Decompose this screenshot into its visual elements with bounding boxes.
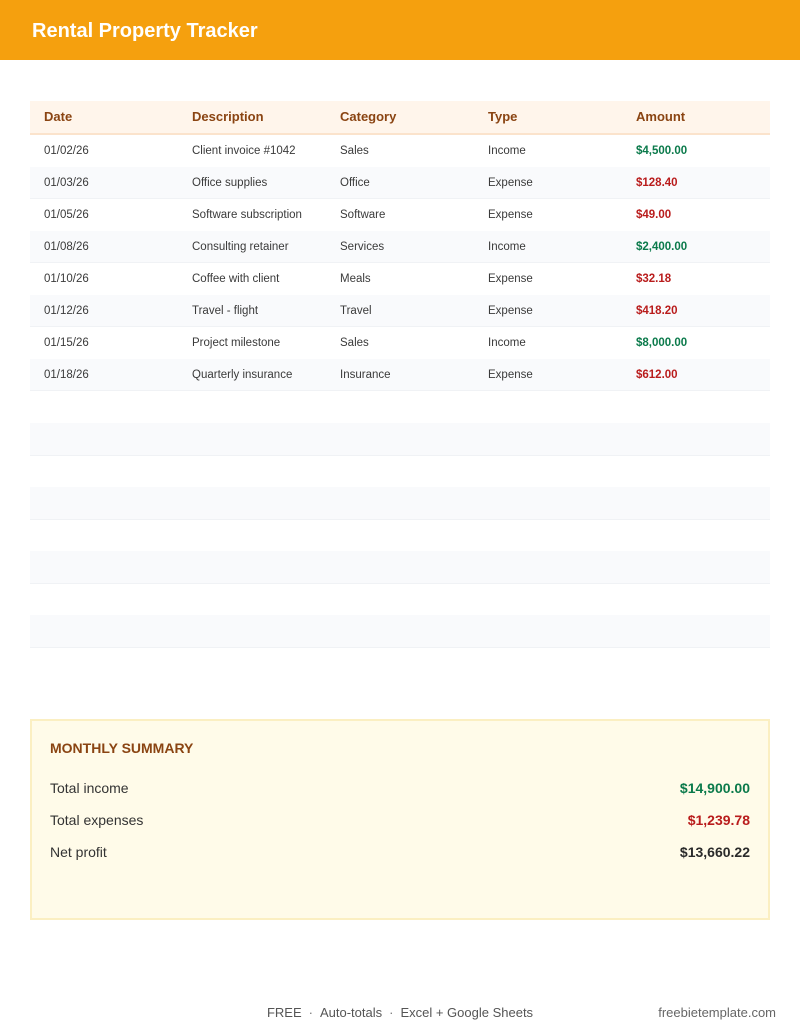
cell-date[interactable]: 01/08/26 <box>44 240 89 253</box>
cell-type[interactable]: Expense <box>488 176 533 189</box>
total-expenses-label: Total expenses <box>50 812 144 828</box>
table-row[interactable] <box>30 231 770 263</box>
footer <box>0 1004 800 1022</box>
net-profit-value: $13,660.22 <box>679 844 750 860</box>
cell-description[interactable]: Software subscription <box>192 209 302 221</box>
cell-date[interactable]: 01/18/26 <box>44 368 89 381</box>
cell-category[interactable]: Software <box>340 209 386 221</box>
column-header-type[interactable]: Type <box>488 109 518 124</box>
total-income-value: $14,900.00 <box>679 780 750 796</box>
cell-category[interactable]: Insurance <box>340 368 391 381</box>
empty-table-row[interactable] <box>30 551 770 584</box>
total-expenses-value: $1,239.78 <box>687 812 750 828</box>
monthly-summary-card <box>30 719 770 920</box>
cell-type[interactable]: Expense <box>488 273 533 285</box>
table-row[interactable] <box>30 295 770 327</box>
total-income-label: Total income <box>50 780 129 796</box>
cell-amount[interactable]: $8,000.00 <box>636 337 688 349</box>
cell-amount[interactable]: $2,400.00 <box>636 240 688 253</box>
cell-amount[interactable]: $4,500.00 <box>636 145 688 157</box>
cell-date[interactable]: 01/12/26 <box>44 304 89 317</box>
cell-description[interactable]: Project milestone <box>192 337 281 349</box>
cell-description[interactable]: Travel - flight <box>192 304 259 317</box>
empty-table-row[interactable] <box>30 615 770 648</box>
table-body <box>30 135 770 391</box>
cell-category[interactable]: Meals <box>340 273 371 285</box>
cell-amount[interactable]: $49.00 <box>636 209 672 221</box>
column-header-category[interactable]: Category <box>340 109 397 124</box>
table-row[interactable] <box>30 135 770 167</box>
cell-type[interactable]: Income <box>488 337 526 349</box>
cell-category[interactable]: Services <box>340 240 385 253</box>
footer-tag-platforms: Excel + Google Sheets <box>400 1005 534 1020</box>
separator-dot: · <box>308 1005 313 1020</box>
cell-amount[interactable]: $612.00 <box>636 368 678 381</box>
cell-amount[interactable]: $32.18 <box>636 273 672 285</box>
summary-row-net <box>50 842 750 862</box>
cell-category[interactable]: Office <box>340 176 370 189</box>
separator-dot: · <box>389 1005 394 1020</box>
cell-amount[interactable]: $128.40 <box>636 176 678 189</box>
table-row[interactable] <box>30 167 770 199</box>
cell-type[interactable]: Income <box>488 145 526 157</box>
footer-tag-free: FREE <box>266 1005 302 1020</box>
header-bar <box>0 0 800 60</box>
empty-table-row[interactable] <box>30 423 770 456</box>
cell-description[interactable]: Office supplies <box>192 176 268 189</box>
table-row[interactable] <box>30 327 770 359</box>
cell-category[interactable]: Sales <box>340 337 369 349</box>
cell-amount[interactable]: $418.20 <box>636 304 678 317</box>
summary-title: MONTHLY SUMMARY <box>50 740 194 756</box>
empty-table-row[interactable] <box>30 487 770 520</box>
net-profit-label: Net profit <box>50 844 107 860</box>
cell-type[interactable]: Income <box>488 240 526 253</box>
site-link[interactable]: freebietemplate.com <box>658 1005 776 1020</box>
cell-date[interactable]: 01/10/26 <box>44 273 89 285</box>
table-row[interactable] <box>30 263 770 295</box>
table-row[interactable] <box>30 199 770 231</box>
cell-date[interactable]: 01/05/26 <box>44 209 89 221</box>
summary-row-income <box>50 778 750 798</box>
cell-type[interactable]: Expense <box>488 209 533 221</box>
page-title: Rental Property Tracker <box>32 20 258 42</box>
cell-description[interactable]: Coffee with client <box>192 273 280 285</box>
footer-tag-auto-totals: Auto-totals <box>319 1005 383 1020</box>
table-row[interactable] <box>30 359 770 391</box>
cell-description[interactable]: Quarterly insurance <box>192 368 293 381</box>
cell-date[interactable]: 01/02/26 <box>44 145 89 157</box>
cell-description[interactable]: Client invoice #1042 <box>192 145 296 157</box>
column-header-date[interactable]: Date <box>44 109 73 124</box>
table-header <box>30 101 770 135</box>
cell-type[interactable]: Expense <box>488 304 533 317</box>
column-header-amount[interactable]: Amount <box>636 109 686 124</box>
summary-row-expenses <box>50 810 750 830</box>
column-header-description[interactable]: Description <box>192 109 264 124</box>
cell-category[interactable]: Travel <box>340 304 372 317</box>
transactions-table <box>30 101 770 391</box>
cell-type[interactable]: Expense <box>488 368 533 381</box>
cell-date[interactable]: 01/03/26 <box>44 176 89 189</box>
cell-date[interactable]: 01/15/26 <box>44 337 89 349</box>
cell-category[interactable]: Sales <box>340 145 369 157</box>
cell-description[interactable]: Consulting retainer <box>192 240 289 253</box>
